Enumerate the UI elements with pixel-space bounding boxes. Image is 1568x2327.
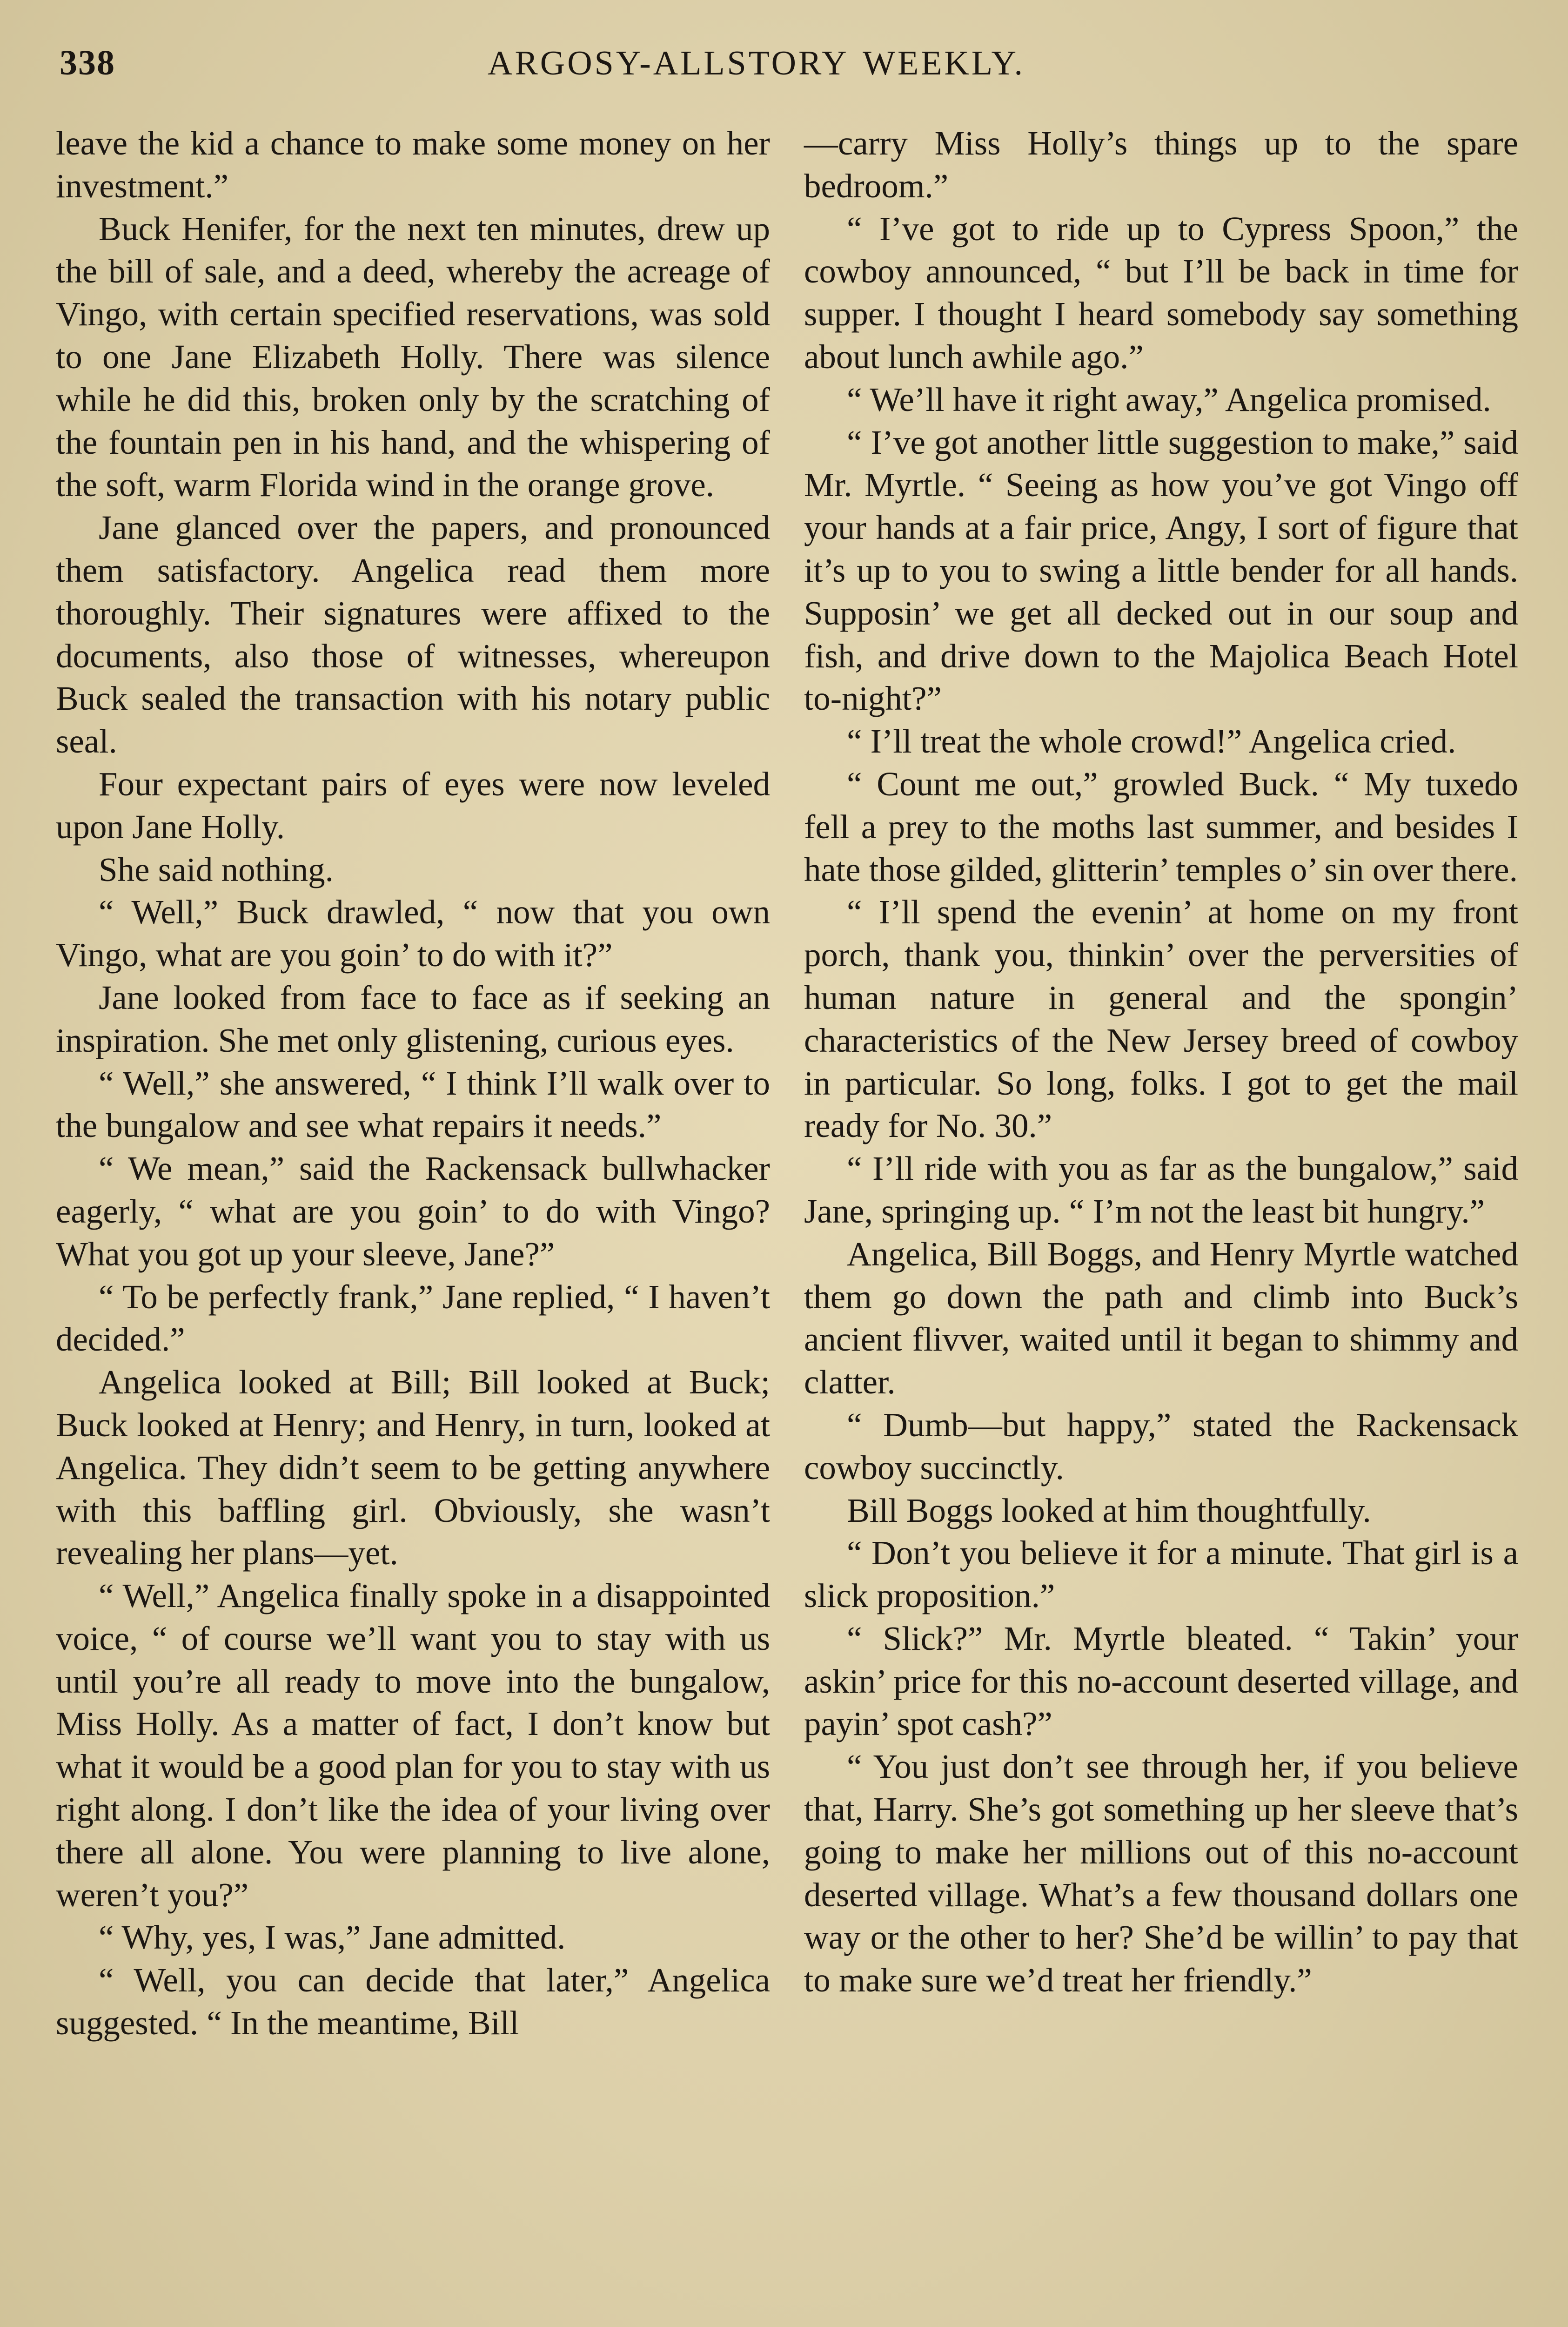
paragraph: “ You just don’t see through her, if you believe that, Harry. She’s got something up her sleeve that’s going to make her millions out of this no-account deserted village. What’s a few thousand dollars one way or the other to her? She’d be willin’ to pay that to make sure we’d treat her friendly.”	[804, 1748, 1518, 1999]
paragraph: “ I’ll ride with you as far as the bungalow,” said Jane, springing up. “ I’m not the least bit hungry.”	[804, 1150, 1518, 1230]
paragraph: “ Slick?” Mr. Myrtle bleated. “ Takin’ your askin’ price for this no-account deserted village, and payin’ spot cash?”	[804, 1619, 1518, 1743]
paragraph: “ I’ve got another little suggestion to make,” said Mr. Myrtle. “ Seeing as how you’ve got Vingo off your hands at a fair price, Angy, I sort of figure that it’s up to you to swing a little bender for all hands. Supposin’ we get all decked out in our soup and fish, and drive down to the Majolica Beach Hotel to-night?”	[804, 423, 1518, 718]
paragraph: “ I’ll treat the whole crowd!” Angelica cried.	[847, 722, 1456, 760]
paragraph: “ We’ll have it right away,” Angelica promised.	[847, 380, 1491, 418]
paragraph: “ Well, you can decide that later,” Angelica suggested. “ In the meantime, Bill	[56, 1961, 770, 2042]
paragraph: “ Well,” Angelica finally spoke in a disappointed voice, “ of course we’ll want you to stay with us until you’re all ready to move into the bungalow, Miss Holly. As a matter of fact, I don’t know but what it would be a good plan for you to stay with us right along. I don’t like the idea of your living over there all alone. You were planning to live alone, weren’t you?”	[56, 1577, 770, 1914]
paragraph: Angelica looked at Bill; Bill looked at Buck; Buck looked at Henry; and Henry, in turn, looked at Angelica. They didn’t seem to be getting anywhere with this baffling girl. Obviously, she wasn’t revealing her plans—yet.	[56, 1363, 770, 1572]
paragraph: “ We mean,” said the Rackensack bullwhacker eagerly, “ what are you goin’ to do with Vingo? What you got up your sleeve, Jane?”	[56, 1150, 770, 1273]
paragraph: Four expectant pairs of eyes were now leveled upon Jane Holly.	[56, 765, 770, 846]
paragraph: Jane looked from face to face as if seeking an inspiration. She met only glistening, curious eyes.	[56, 978, 770, 1059]
paragraph: She said nothing.	[99, 850, 334, 888]
text-column-right	[804, 122, 1518, 2002]
paragraph: “ To be perfectly frank,” Jane replied, “ I haven’t decided.”	[56, 1278, 770, 1359]
running-title: ARGOSY-ALLSTORY WEEKLY.	[488, 44, 1025, 82]
paragraph: “ Well,” she answered, “ I think I’ll walk over to the bungalow and see what repairs it needs.”	[56, 1064, 770, 1145]
paragraph: —carry Miss Holly’s things up to the spare bedroom.”	[804, 124, 1518, 205]
paragraph: “ I’ll spend the evenin’ at home on my front porch, thank you, thinkin’ over the perversities of human nature in general and the spongin’ characteristics of the New Jersey breed of cowboy in particular. So long, folks. I got to get the mail ready for No. 30.”	[804, 893, 1518, 1145]
paragraph: “ Count me out,” growled Buck. “ My tuxedo fell a prey to the moths last summer, and besides I hate those gilded, glitterin’ temples o’ sin over there.	[804, 765, 1518, 888]
paragraph: “ Dumb—but happy,” stated the Rackensack cowboy succinctly.	[804, 1406, 1518, 1486]
text-column-left	[56, 122, 770, 2045]
paragraph: Bill Boggs looked at him thoughtfully.	[847, 1491, 1371, 1529]
paragraph: “ I’ve got to ride up to Cypress Spoon,” the cowboy announced, “ but I’ll be back in time for supper. I thought I heard somebody say something about lunch awhile ago.”	[804, 209, 1518, 376]
paragraph: Jane glanced over the papers, and pronounced them satisfactory. Angelica read them more thoroughly. Their signatures were affixed to the documents, also those of witnesses, whereupon Buck sealed the transaction with his notary public seal.	[56, 509, 770, 760]
page-number: 338	[60, 43, 115, 82]
paragraph: Buck Henifer, for the next ten minutes, drew up the bill of sale, and a deed, whereby the acreage of Vingo, with certain specified reservations, was sold to one Jane Elizabeth Holly. There was silence while he did this, broken only by the scratching of the fountain pen in his hand, and the whispering of the soft, warm Florida wind in the orange grove.	[56, 209, 770, 504]
paragraph: leave the kid a chance to make some money on her investment.”	[56, 124, 770, 205]
paragraph: Angelica, Bill Boggs, and Henry Myrtle watched them go down the path and climb into Buck’s ancient flivver, waited until it began to shimmy and clatter.	[804, 1235, 1518, 1401]
paragraph: “ Don’t you believe it for a minute. That girl is a slick proposition.”	[804, 1534, 1518, 1615]
paragraph: “ Why, yes, I was,” Jane admitted.	[99, 1918, 566, 1957]
paragraph: “ Well,” Buck drawled, “ now that you own Vingo, what are you goin’ to do with it?”	[56, 893, 770, 974]
page-header	[60, 43, 1511, 103]
